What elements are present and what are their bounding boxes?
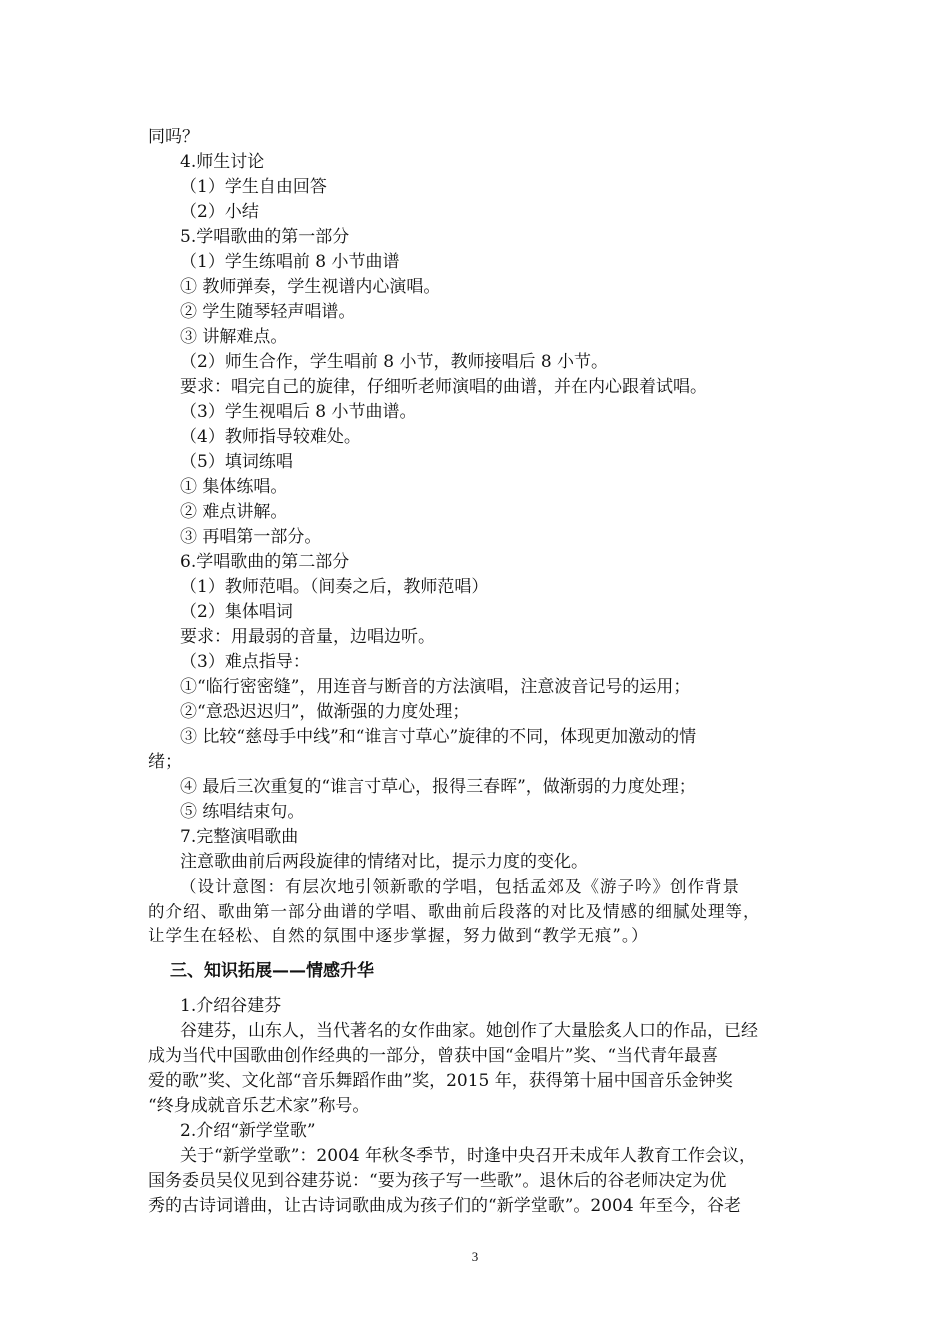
text-line: ③ 比较“慈母手中线”和“谁言寸草心”旋律的不同，体现更加激动的情	[180, 727, 697, 747]
text-line: ② 学生随琴轻声唱谱。	[180, 302, 356, 322]
text-line: ①“临行密密缝”，用连音与断音的方法演唱，注意波音记号的运用；	[180, 677, 691, 697]
text-line: 秀的古诗词谱曲，让古诗词歌曲成为孩子们的“新学堂歌”。2004 年至今，谷老	[148, 1196, 742, 1216]
text-line: 同吗？	[148, 127, 199, 147]
text-line: （1）教师范唱。（间奏之后，教师范唱）	[180, 577, 489, 597]
text-line: （4）教师指导较难处。	[180, 427, 361, 447]
text-line: 5.学唱歌曲的第一部分	[180, 227, 350, 247]
text-line: （2）师生合作，学生唱前 8 小节，教师接唱后 8 小节。	[180, 352, 609, 372]
text-line: ④ 最后三次重复的“谁言寸草心，报得三春晖”，做渐弱的力度处理；	[180, 777, 696, 797]
text-line: （2）集体唱词	[180, 602, 293, 622]
text-line: ③ 再唱第一部分。	[180, 527, 322, 547]
text-line: 绪；	[148, 752, 182, 772]
design-intent-line: （设计意图：有层次地引领新歌的学唱，包括孟郊及《游子吟》创作背景	[180, 877, 740, 896]
text-line: （2）小结	[180, 202, 259, 222]
text-line: ②“意恐迟迟归”，做渐强的力度处理；	[180, 702, 470, 722]
text-line: 爱的歌”奖、文化部“音乐舞蹈作曲”奖，2015 年，获得第十届中国音乐金钟奖	[148, 1071, 733, 1091]
text-line: （1）学生自由回答	[180, 177, 327, 197]
text-line: ⑤ 练唱结束句。	[180, 802, 305, 822]
text-line: “终身成就音乐艺术家”称号。	[148, 1096, 370, 1116]
text-line: 6.学唱歌曲的第二部分	[180, 552, 350, 572]
text-line: 关于“新学堂歌”：2004 年秋冬季节，时逢中央召开未成年人教育工作会议，	[180, 1146, 757, 1166]
text-line: 谷建芬，山东人，当代著名的女作曲家。她创作了大量脍炙人口的作品，已经	[180, 1021, 758, 1041]
text-line: 注意歌曲前后两段旋律的情绪对比，提示力度的变化。	[180, 852, 588, 872]
text-line: ③ 讲解难点。	[180, 327, 288, 347]
text-line: （5）填词练唱	[180, 452, 293, 472]
design-intent-line: 的介绍、歌曲第一部分曲谱的学唱、歌曲前后段落的对比及情感的细腻处理等，	[148, 902, 761, 921]
text-line: 成为当代中国歌曲创作经典的一部分，曾获中国“金唱片”奖、“当代青年最喜	[148, 1046, 719, 1066]
text-line: 4.师生讨论	[180, 152, 265, 172]
text-line: 2.介绍“新学堂歌”	[180, 1121, 316, 1141]
text-line: （1）学生练唱前 8 小节曲谱	[180, 252, 400, 272]
design-intent-line: 让学生在轻松、自然的氛围中逐步掌握，努力做到“教学无痕”。）	[148, 926, 649, 945]
text-line: ① 集体练唱。	[180, 477, 288, 497]
text-line: 1.介绍谷建芬	[180, 996, 282, 1016]
text-line: 要求：唱完自己的旋律，仔细听老师演唱的曲谱，并在内心跟着试唱。	[180, 377, 707, 397]
section-heading: 三、知识拓展——情感升华	[170, 961, 374, 981]
text-line: 国务委员吴仪见到谷建芬说：“要为孩子写一些歌”。退休后的谷老师决定为优	[148, 1171, 727, 1191]
text-line: ② 难点讲解。	[180, 502, 288, 522]
text-line: （3）学生视唱后 8 小节曲谱。	[180, 402, 417, 422]
text-line: 要求：用最弱的音量，边唱边听。	[180, 627, 435, 647]
text-line: ① 教师弹奏，学生视谱内心演唱。	[180, 277, 441, 297]
page-number: 3	[471, 1249, 479, 1264]
text-line: （3）难点指导：	[180, 652, 310, 672]
text-line: 7.完整演唱歌曲	[180, 827, 299, 847]
